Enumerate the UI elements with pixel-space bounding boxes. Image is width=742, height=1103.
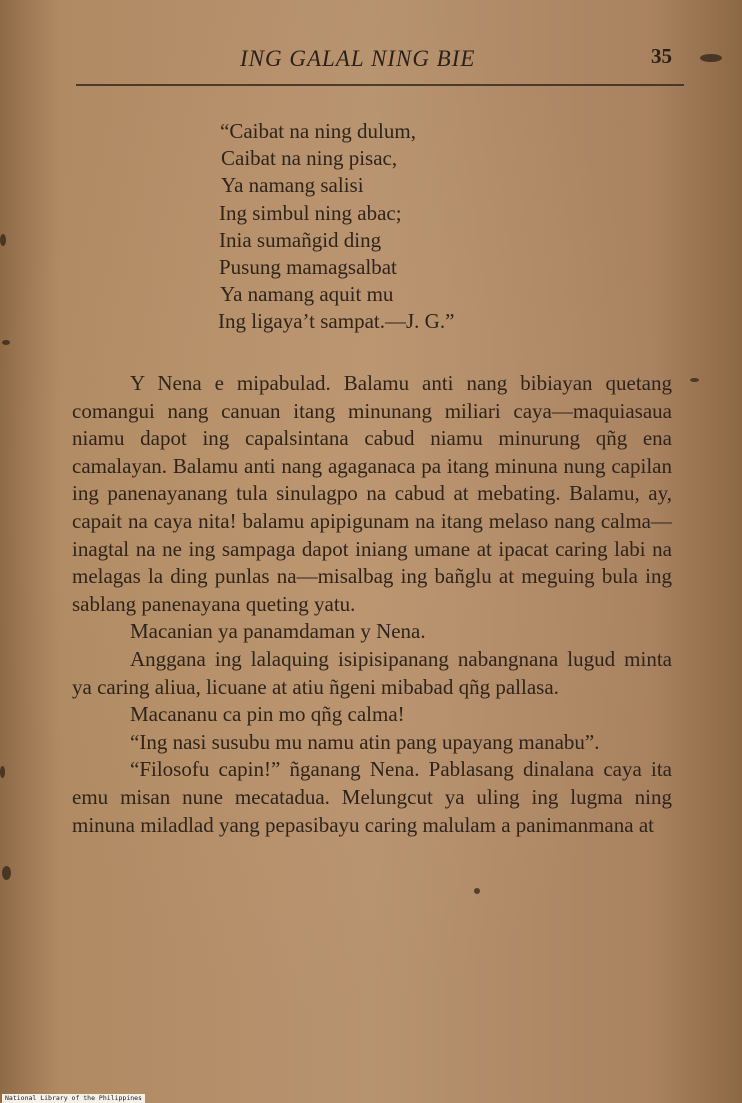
paragraph: Anggana ing lalaquing isipisipanang nabangnana lugud minta ya caring aliua, licuane at atiu ñgeni mibabad qñg pallasa. [72, 646, 672, 699]
page-number: 35 [651, 44, 672, 68]
prose-body [72, 370, 672, 839]
page-header [0, 40, 742, 80]
paragraph: Y Nena e mipabulad. Balamu anti nang bibiayan quetang comangui nang canuan itang minunang miliari caya—maquiasaua niamu dapot ing capalsintana cabud niamu minurung qñg ena camalayan. Balamu anti nang agaganaca pa itang minuna nung capilan ing panenayanang tula sinulagpo na cabud at mebating. Balamu, ay, capait na caya nita! balamu apipigunam na itang melaso nang calma—inagtal na ne ing sampaga dapot iniang umane at ipacat caring labi na melagas la ding punlas na—misalbag ing bañglu at meguing bula ing sablang panenayana queting yatu. [72, 371, 672, 616]
header-rule [76, 84, 684, 86]
paragraph: “Filosofu capin!” ñganang Nena. Pablasang dinalana caya ita emu misan nune mecatadua. Melungcut ya uling ing lugma ning minuna miladlad yang pepasibayu caring malulam a panimanmana at [72, 757, 672, 837]
paragraph: “Ing nasi susubu mu namu atin pang upayang manabu”. [130, 729, 600, 754]
poem-line: “Caibat na ning dulum, [220, 119, 416, 143]
poem-line: Ya namang salisi [221, 173, 364, 198]
running-title: ING GALAL NING BIE [240, 46, 476, 71]
paragraph: Macananu ca pin mo qñg calma! [130, 702, 405, 727]
poem-line: Ing ligaya’t sampat.—J. G.” [218, 309, 455, 334]
ink-smudge [700, 54, 722, 62]
paragraph: Macanian ya panamdaman y Nena. [130, 619, 426, 644]
ink-smudge [690, 378, 699, 382]
poem-line: Pusung mamagsalbat [219, 255, 397, 280]
library-credit: National Library of the Philippines [2, 1094, 145, 1103]
ink-smudge [2, 340, 10, 345]
ink-smudge [0, 234, 6, 246]
poem-stanza [218, 118, 638, 336]
poem-line: Inia sumañgid ding [219, 227, 382, 252]
ink-smudge [2, 866, 11, 880]
poem-line: Ing simbul ning abac; [219, 200, 402, 225]
ink-smudge [0, 766, 5, 778]
poem-line: Ya namang aquit mu [220, 282, 394, 307]
ink-smudge [474, 888, 480, 894]
poem-line: Caibat na ning pisac, [221, 146, 398, 171]
